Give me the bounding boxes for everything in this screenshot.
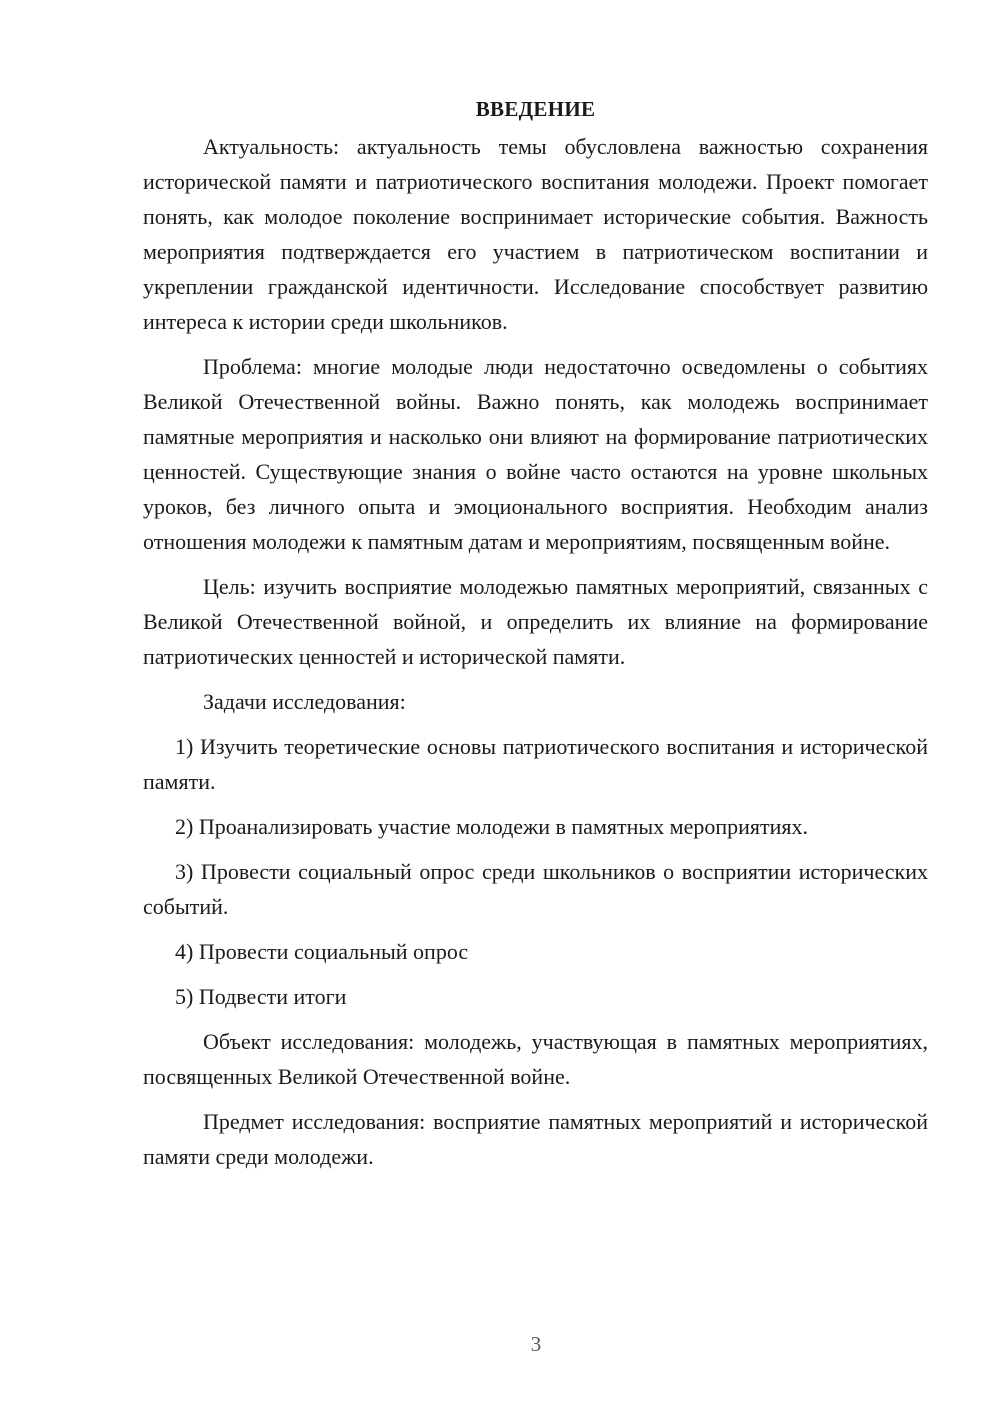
task-item-1: 1) Изучить теоретические основы патриотического воспитания и исторической памяти. — [143, 734, 928, 794]
task-item-5: 5) Подвести итоги — [175, 984, 347, 1009]
task-item-3: 3) Провести социальный опрос среди школьников о восприятии исторических событий. — [143, 859, 928, 919]
page-number: 3 — [530, 1332, 542, 1356]
task-item-2: 2) Проанализировать участие молодежи в памятных мероприятиях. — [175, 814, 809, 839]
paragraph-goal: Цель: изучить восприятие молодежью памятных мероприятий, связанных с Великой Отечественной войной, и определить их влияние на формирование патриотических ценностей и исторической памяти. — [143, 574, 928, 669]
paragraph-subject: Предмет исследования: восприятие памятных мероприятий и исторической памяти среди молодежи. — [143, 1109, 928, 1169]
task-item-4: 4) Провести социальный опрос — [175, 939, 469, 964]
tasks-heading: Задачи исследования: — [203, 689, 406, 714]
paragraph-object: Объект исследования: молодежь, участвующая в памятных мероприятиях, посвященных Великой Отечественной войне. — [143, 1029, 928, 1089]
paragraph-problem: Проблема: многие молодые люди недостаточно осведомлены о событиях Великой Отечественной войны. Важно понять, как молодежь воспринимает памятные мероприятия и насколько они влияют на формирование патриотических ценностей. Существующие знания о войне часто остаются на уровне школьных уроков, без личного опыта и эмоционального восприятия. Необходим анализ отношения молодежи к памятным датам и мероприятиям, посвященным войне. — [143, 354, 928, 554]
paragraph-relevance: Актуальность: актуальность темы обусловлена важностью сохранения исторической памяти и патриотического воспитания молодежи. Проект помогает понять, как молодое поколение воспринимает исторические события. Важность мероприятия подтверждается его участием в патриотическом воспитании и укреплении гражданской идентичности. Исследование способствует развитию интереса к истории среди школьников. — [143, 134, 928, 334]
page-title: ВВЕДЕНИЕ — [475, 97, 596, 121]
document-page — [143, 92, 928, 1184]
